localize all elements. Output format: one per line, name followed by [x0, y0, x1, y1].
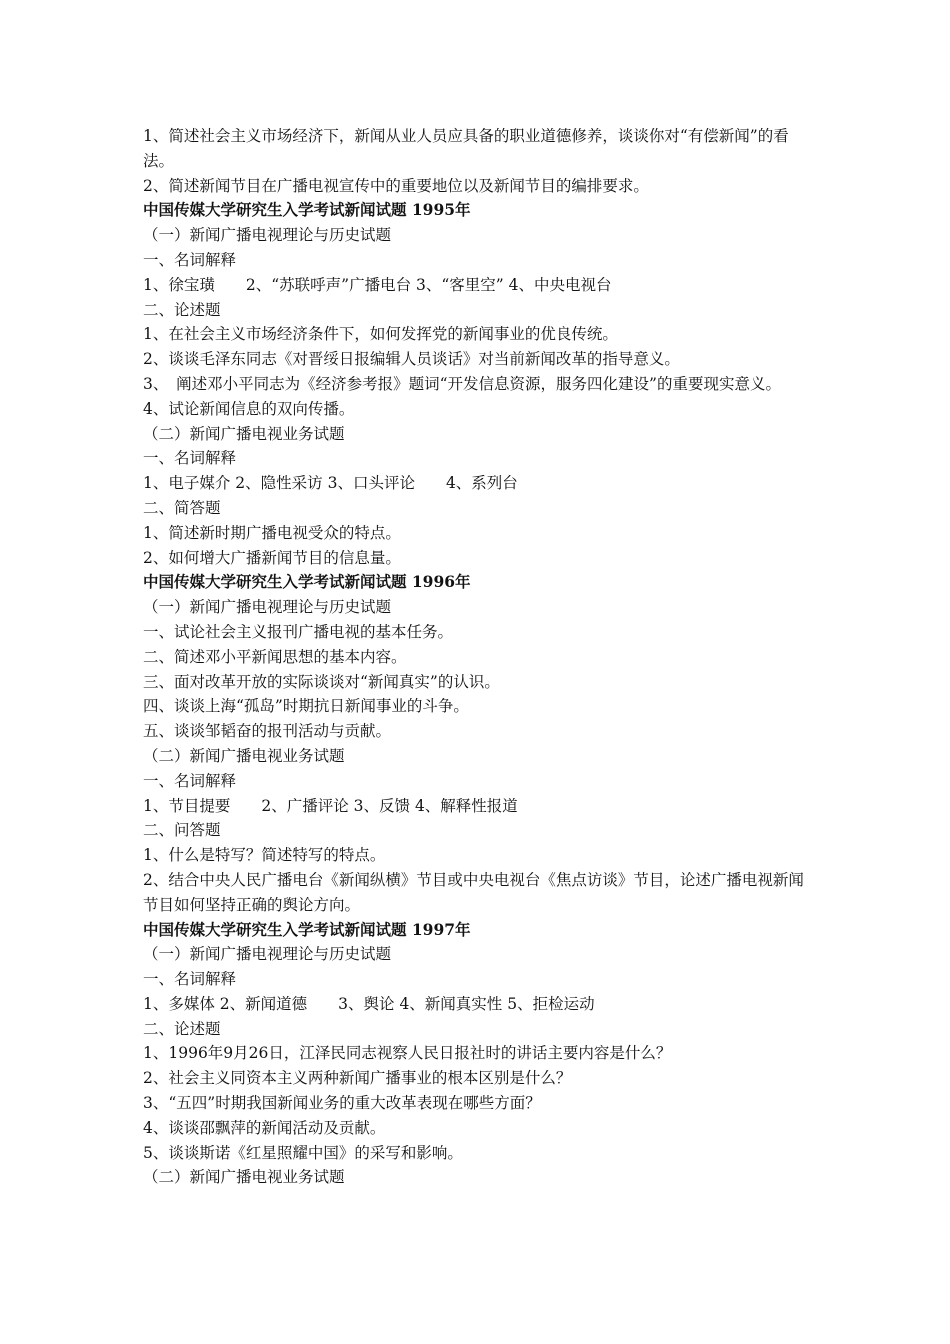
text-line: 2、谈谈毛泽东同志《对晋绥日报编辑人员谈话》对当前新闻改革的指导意义。 — [143, 350, 680, 369]
text-line: （二）新闻广播电视业务试题 — [143, 746, 345, 765]
text-line: 1、多媒体 2、新闻道德 3、舆论 4、新闻真实性 5、拒检运动 — [143, 994, 595, 1013]
text-line: 1、节目提要 2、广播评论 3、反馈 4、解释性报道 — [143, 796, 518, 815]
text-line: （二）新闻广播电视业务试题 — [143, 424, 345, 443]
document-page — [143, 124, 811, 1190]
text-line: 2、社会主义同资本主义两种新闻广播事业的根本区别是什么？ — [143, 1069, 572, 1088]
text-line: 一、名词解释 — [143, 970, 237, 989]
text-line: 一、名词解释 — [143, 449, 237, 468]
text-line: （一）新闻广播电视理论与历史试题 — [143, 226, 392, 245]
text-line: 1、简述社会主义市场经济下，新闻从业人员应具备的职业道德修养，谈谈你对“有偿新闻”的看法。 — [143, 127, 789, 170]
section-heading: 中国传媒大学研究生入学考试新闻试题 1996年 — [143, 572, 471, 592]
text-line: 2、结合中央人民广播电台《新闻纵横》节目或中央电视台《焦点访谈》节目，论述广播电视新闻节目如何坚持正确的舆论方向。 — [143, 870, 804, 914]
text-line: 二、简述邓小平新闻思想的基本内容。 — [143, 647, 407, 666]
text-line: 3、 阐述邓小平同志为《经济参考报》题词“开发信息资源，服务四化建设”的重要现实意义。 — [143, 374, 781, 393]
text-line: 1、徐宝璜 2、“苏联呼声”广播电台 3、“客里空” 4、中央电视台 — [143, 275, 612, 294]
text-line: 二、问答题 — [143, 821, 221, 840]
section-heading: 中国传媒大学研究生入学考试新闻试题 1995年 — [143, 200, 471, 220]
text-line: 4、试论新闻信息的双向传播。 — [143, 399, 355, 418]
text-line: 3、“五四”时期我国新闻业务的重大改革表现在哪些方面？ — [143, 1094, 541, 1113]
text-line: 二、论述题 — [143, 1019, 221, 1038]
text-line: 1、在社会主义市场经济条件下，如何发挥党的新闻事业的优良传统。 — [143, 325, 618, 344]
text-line: 1、简述新时期广播电视受众的特点。 — [143, 523, 401, 542]
text-line: 二、论述题 — [143, 300, 221, 319]
text-line: 1、电子媒介 2、隐性采访 3、口头评论 4、系列台 — [143, 474, 518, 493]
text-line: 4、谈谈邵飘萍的新闻活动及贡献。 — [143, 1118, 386, 1137]
text-line: （二）新闻广播电视业务试题 — [143, 1168, 345, 1187]
text-line: 一、名词解释 — [143, 250, 237, 269]
text-line: 三、面对改革开放的实际谈谈对“新闻真实”的认识。 — [143, 672, 500, 691]
text-line: 5、谈谈斯诺《红星照耀中国》的采写和影响。 — [143, 1143, 463, 1162]
text-line: 二、简答题 — [143, 498, 221, 517]
text-line: （一）新闻广播电视理论与历史试题 — [143, 945, 392, 964]
text-line: 1、1996年9月26日，江泽民同志视察人民日报社时的讲话主要内容是什么？ — [143, 1044, 672, 1063]
text-line: 四、谈谈上海“孤岛”时期抗日新闻事业的斗争。 — [143, 697, 469, 716]
text-line: 一、名词解释 — [143, 771, 237, 790]
text-line: （一）新闻广播电视理论与历史试题 — [143, 598, 392, 617]
text-line: 2、如何增大广播新闻节目的信息量。 — [143, 548, 401, 567]
text-line: 一、试论社会主义报刊广播电视的基本任务。 — [143, 622, 454, 641]
text-line: 1、什么是特写？简述特写的特点。 — [143, 846, 386, 865]
text-line: 2、简述新闻节目在广播电视宣传中的重要地位以及新闻节目的编排要求。 — [143, 176, 649, 195]
text-line: 五、谈谈邹韬奋的报刊活动与贡献。 — [143, 722, 392, 741]
section-heading: 中国传媒大学研究生入学考试新闻试题 1997年 — [143, 919, 471, 939]
